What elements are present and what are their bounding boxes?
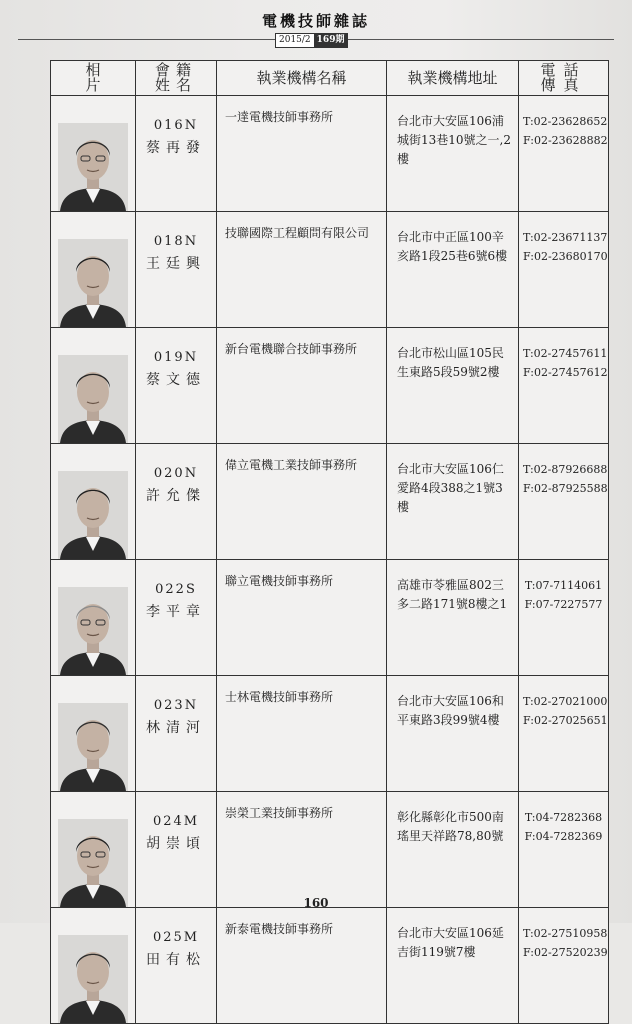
table-row bbox=[51, 444, 609, 560]
phone-fax bbox=[519, 96, 609, 212]
member-id: 019N bbox=[153, 350, 199, 365]
firm-name: 聯立電機技師事務所 bbox=[217, 560, 387, 676]
portrait-icon bbox=[58, 471, 128, 559]
member-photo bbox=[51, 560, 136, 676]
firm-name: 崇榮工業技師事務所 bbox=[217, 792, 387, 908]
firm-name: 新泰電機技師事務所 bbox=[217, 908, 387, 1024]
table-row bbox=[51, 792, 609, 908]
col-phone-header bbox=[519, 61, 609, 96]
portrait-icon bbox=[58, 819, 128, 907]
phone-fax bbox=[519, 676, 609, 792]
col-id-header-line1: 會籍 bbox=[154, 61, 197, 79]
phone-fax bbox=[519, 328, 609, 444]
member-name: 許允傑 bbox=[146, 488, 206, 504]
col-photo-header: 相片 bbox=[51, 61, 136, 96]
member-photo bbox=[51, 212, 136, 328]
portrait-icon bbox=[58, 239, 128, 327]
portrait-icon bbox=[58, 355, 128, 443]
firm-address: 台北市中正區100辛亥路1段25巷6號6樓 bbox=[387, 212, 519, 328]
member-name: 胡崇頃 bbox=[146, 836, 206, 852]
fax-number: F:02-27457612 bbox=[523, 366, 608, 379]
magazine-title: 電機技師雜誌 bbox=[261, 12, 370, 30]
table-row bbox=[51, 328, 609, 444]
col-id-header bbox=[136, 61, 217, 96]
page-number: 160 bbox=[303, 896, 329, 910]
member-name: 李平章 bbox=[146, 604, 206, 620]
member-name: 蔡再發 bbox=[146, 140, 206, 156]
phone-number: T:07-7114061 bbox=[524, 579, 603, 592]
firm-address: 台北市大安區106延吉街119號7樓 bbox=[387, 908, 519, 1024]
phone-number: T:02-23628652 bbox=[523, 115, 608, 128]
col-address-header: 執業機構地址 bbox=[387, 61, 519, 96]
header-row bbox=[51, 61, 609, 96]
phone-fax bbox=[519, 444, 609, 560]
member-id: 016N bbox=[153, 118, 199, 133]
portrait-icon bbox=[58, 703, 128, 791]
member-id: 022S bbox=[155, 582, 197, 597]
table-row bbox=[51, 560, 609, 676]
member-roster-table bbox=[50, 60, 609, 1024]
firm-address: 台北市大安區106仁愛路4段388之1號3樓 bbox=[387, 444, 519, 560]
firm-name: 新台電機聯合技師事務所 bbox=[217, 328, 387, 444]
issue-date: 2015/2 bbox=[279, 35, 311, 45]
portrait-icon bbox=[58, 587, 128, 675]
phone-number: T:02-27457611 bbox=[523, 347, 608, 360]
table-row bbox=[51, 212, 609, 328]
fax-number: F:02-23680170 bbox=[523, 250, 608, 263]
member-photo bbox=[51, 328, 136, 444]
firm-name: 一達電機技師事務所 bbox=[217, 96, 387, 212]
member-photo bbox=[51, 444, 136, 560]
firm-address: 台北市大安區106浦城街13巷10號之一,2樓 bbox=[387, 96, 519, 212]
member-name: 林清河 bbox=[146, 720, 206, 736]
fax-number: F:02-27520239 bbox=[523, 946, 608, 959]
phone-number: T:02-23671137 bbox=[523, 231, 608, 244]
firm-name: 士林電機技師事務所 bbox=[217, 676, 387, 792]
member-id: 020N bbox=[153, 466, 199, 481]
table-row bbox=[51, 676, 609, 792]
firm-address: 台北市松山區105民生東路5段59號2樓 bbox=[387, 328, 519, 444]
firm-address: 彰化縣彰化市500南瑤里天祥路78,80號 bbox=[387, 792, 519, 908]
phone-fax bbox=[519, 908, 609, 1024]
firm-name: 技聯國際工程顧問有限公司 bbox=[217, 212, 387, 328]
phone-fax bbox=[519, 792, 609, 908]
member-photo bbox=[51, 96, 136, 212]
member-photo bbox=[51, 676, 136, 792]
fax-number: F:07-7227577 bbox=[524, 598, 603, 611]
col-phone-header-line2: 傳真 bbox=[540, 76, 587, 94]
portrait-icon bbox=[58, 935, 128, 1023]
member-photo bbox=[51, 908, 136, 1024]
firm-name: 偉立電機工業技師事務所 bbox=[217, 444, 387, 560]
col-firm-header: 執業機構名稱 bbox=[217, 61, 387, 96]
member-id: 024M bbox=[152, 814, 200, 829]
phone-number: T:02-27510958 bbox=[523, 927, 608, 940]
member-id: 023N bbox=[153, 698, 199, 713]
firm-address: 台北市大安區106和平東路3段99號4樓 bbox=[387, 676, 519, 792]
member-name: 田有松 bbox=[146, 952, 206, 968]
portrait-icon bbox=[58, 123, 128, 211]
col-phone-header-line1: 電話 bbox=[540, 61, 587, 79]
fax-number: F:04-7282369 bbox=[524, 830, 603, 843]
firm-address: 高雄市苓雅區802三多二路171號8樓之1 bbox=[387, 560, 519, 676]
issue-badge bbox=[275, 33, 348, 48]
member-name: 王廷興 bbox=[146, 256, 206, 272]
member-id: 025M bbox=[152, 930, 200, 945]
phone-number: T:02-27021000 bbox=[523, 695, 608, 708]
phone-number: T:02-87926688 bbox=[523, 463, 608, 476]
fax-number: F:02-23628882 bbox=[523, 134, 608, 147]
table-row bbox=[51, 908, 609, 1024]
col-id-header-line2: 姓名 bbox=[154, 76, 197, 94]
table-row bbox=[51, 96, 609, 212]
member-photo bbox=[51, 792, 136, 908]
fax-number: F:02-27025651 bbox=[523, 714, 608, 727]
member-id: 018N bbox=[153, 234, 199, 249]
fax-number: F:02-87925588 bbox=[523, 482, 608, 495]
member-name: 蔡文德 bbox=[146, 372, 206, 388]
phone-fax bbox=[519, 560, 609, 676]
phone-fax bbox=[519, 212, 609, 328]
phone-number: T:04-7282368 bbox=[524, 811, 603, 824]
issue-number: 169期 bbox=[314, 34, 348, 47]
